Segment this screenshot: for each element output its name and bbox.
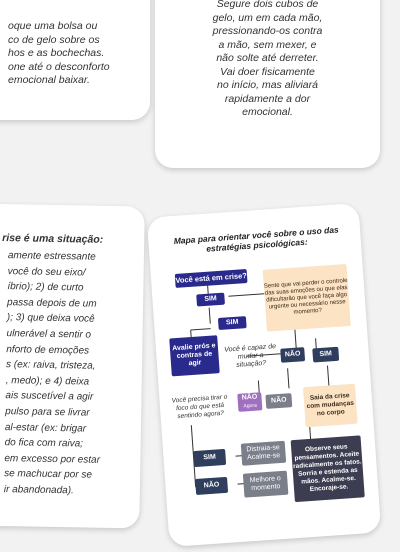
text-line: em excesso por estar (4, 452, 101, 466)
text-line: emocional. (242, 106, 293, 118)
card-top-right (155, 0, 380, 168)
text-line: , medo); e 4) deixa (5, 374, 90, 388)
pros-cons-box: Avalie prós e contras de agir (169, 335, 220, 376)
text-line: Segure dois cubos de (216, 0, 319, 10)
flowchart-title: Mapa para orientar você sobre o uso das estratégias psicológicas: (173, 224, 340, 254)
yes-box: SIM (193, 449, 226, 467)
leave-crisis-box: Saia da crise com mudanças no corpo (303, 384, 358, 428)
text-line: íbrio); 2) de curto (7, 281, 84, 294)
no-now-label: NÃO (241, 393, 258, 402)
yes-box: SIM (196, 293, 225, 307)
flowchart-card (147, 203, 382, 547)
text-line: ); 3) que deixa você (6, 312, 95, 326)
text-line: pulso para se livrar (5, 406, 90, 419)
text-line: al-estar (ex: brigar (4, 421, 87, 435)
text-line: passa depois de um (7, 296, 97, 310)
no-box: NÃO (280, 347, 305, 363)
text-line: one até o desconforto (8, 60, 110, 73)
text-line: emocional baixar. (8, 74, 90, 86)
no-box: NÃO (265, 393, 292, 409)
observe-box: Observe seus pensamentos. Aceite radicalmente os fatos. Sorria e estenda as mãos. Acalme-se. Encoraje-se. (291, 435, 365, 502)
text-line: ais suscetível a agir (5, 390, 94, 403)
yes-box: SIM (312, 347, 339, 363)
text-line: gelo, um em cada mão, (212, 11, 323, 24)
text-line: amente estressante (7, 250, 96, 263)
card-top-left (0, 0, 150, 120)
text-line: não solte até derreter. (216, 52, 319, 64)
change-question: Você é capaz de mudar a situação? (223, 343, 277, 369)
text-line: você do seu eixo/ (7, 265, 86, 279)
text-line: ulnerável a sentir o (6, 328, 92, 341)
text-line: s (ex: raiva, tristeza, (5, 359, 96, 372)
text-line: oque uma bolsa ou (8, 20, 98, 32)
text-line: do fica com raiva; (4, 437, 84, 450)
control-question: Sente que vai perder o controle das suas emoções ou que elas dificultarão que você faça algo urgente ou necessário nesse momento? (263, 264, 351, 332)
no-now-box (237, 392, 262, 412)
text-line: hos e as bochechas. (8, 47, 105, 59)
text-line: co de gelo sobre os (8, 33, 100, 46)
card-text (4, 248, 148, 500)
text-line: pressionando-os contra (212, 25, 323, 37)
text-line: Vai doer fisicamente (220, 65, 315, 78)
better-moment-box: Melhore o momento (243, 471, 289, 498)
focus-question: Você precisa tirar o foco do que está sentindo agora? (171, 393, 228, 421)
no-box: NÃO (195, 477, 228, 495)
text-line: nforto de emoções (6, 343, 90, 357)
text-line: se machucar por se (4, 468, 93, 481)
text-line: ir abandonada). (3, 484, 74, 497)
yes-box: SIM (218, 316, 247, 330)
card-bottom-left (0, 204, 145, 529)
card-text (8, 20, 158, 88)
card-title: rise é uma situação: (2, 232, 104, 246)
text-line: no início, mas aliviará (217, 79, 318, 91)
text-line: rapidamente a dor (224, 92, 311, 105)
now-label: Agora (243, 402, 257, 410)
text-line: a mão, sem mexer, e (218, 38, 317, 51)
card-text (175, 0, 360, 120)
crisis-question: Você está em crise? (175, 269, 248, 288)
distract-box: Distraia-se Acalme-se (241, 441, 286, 466)
